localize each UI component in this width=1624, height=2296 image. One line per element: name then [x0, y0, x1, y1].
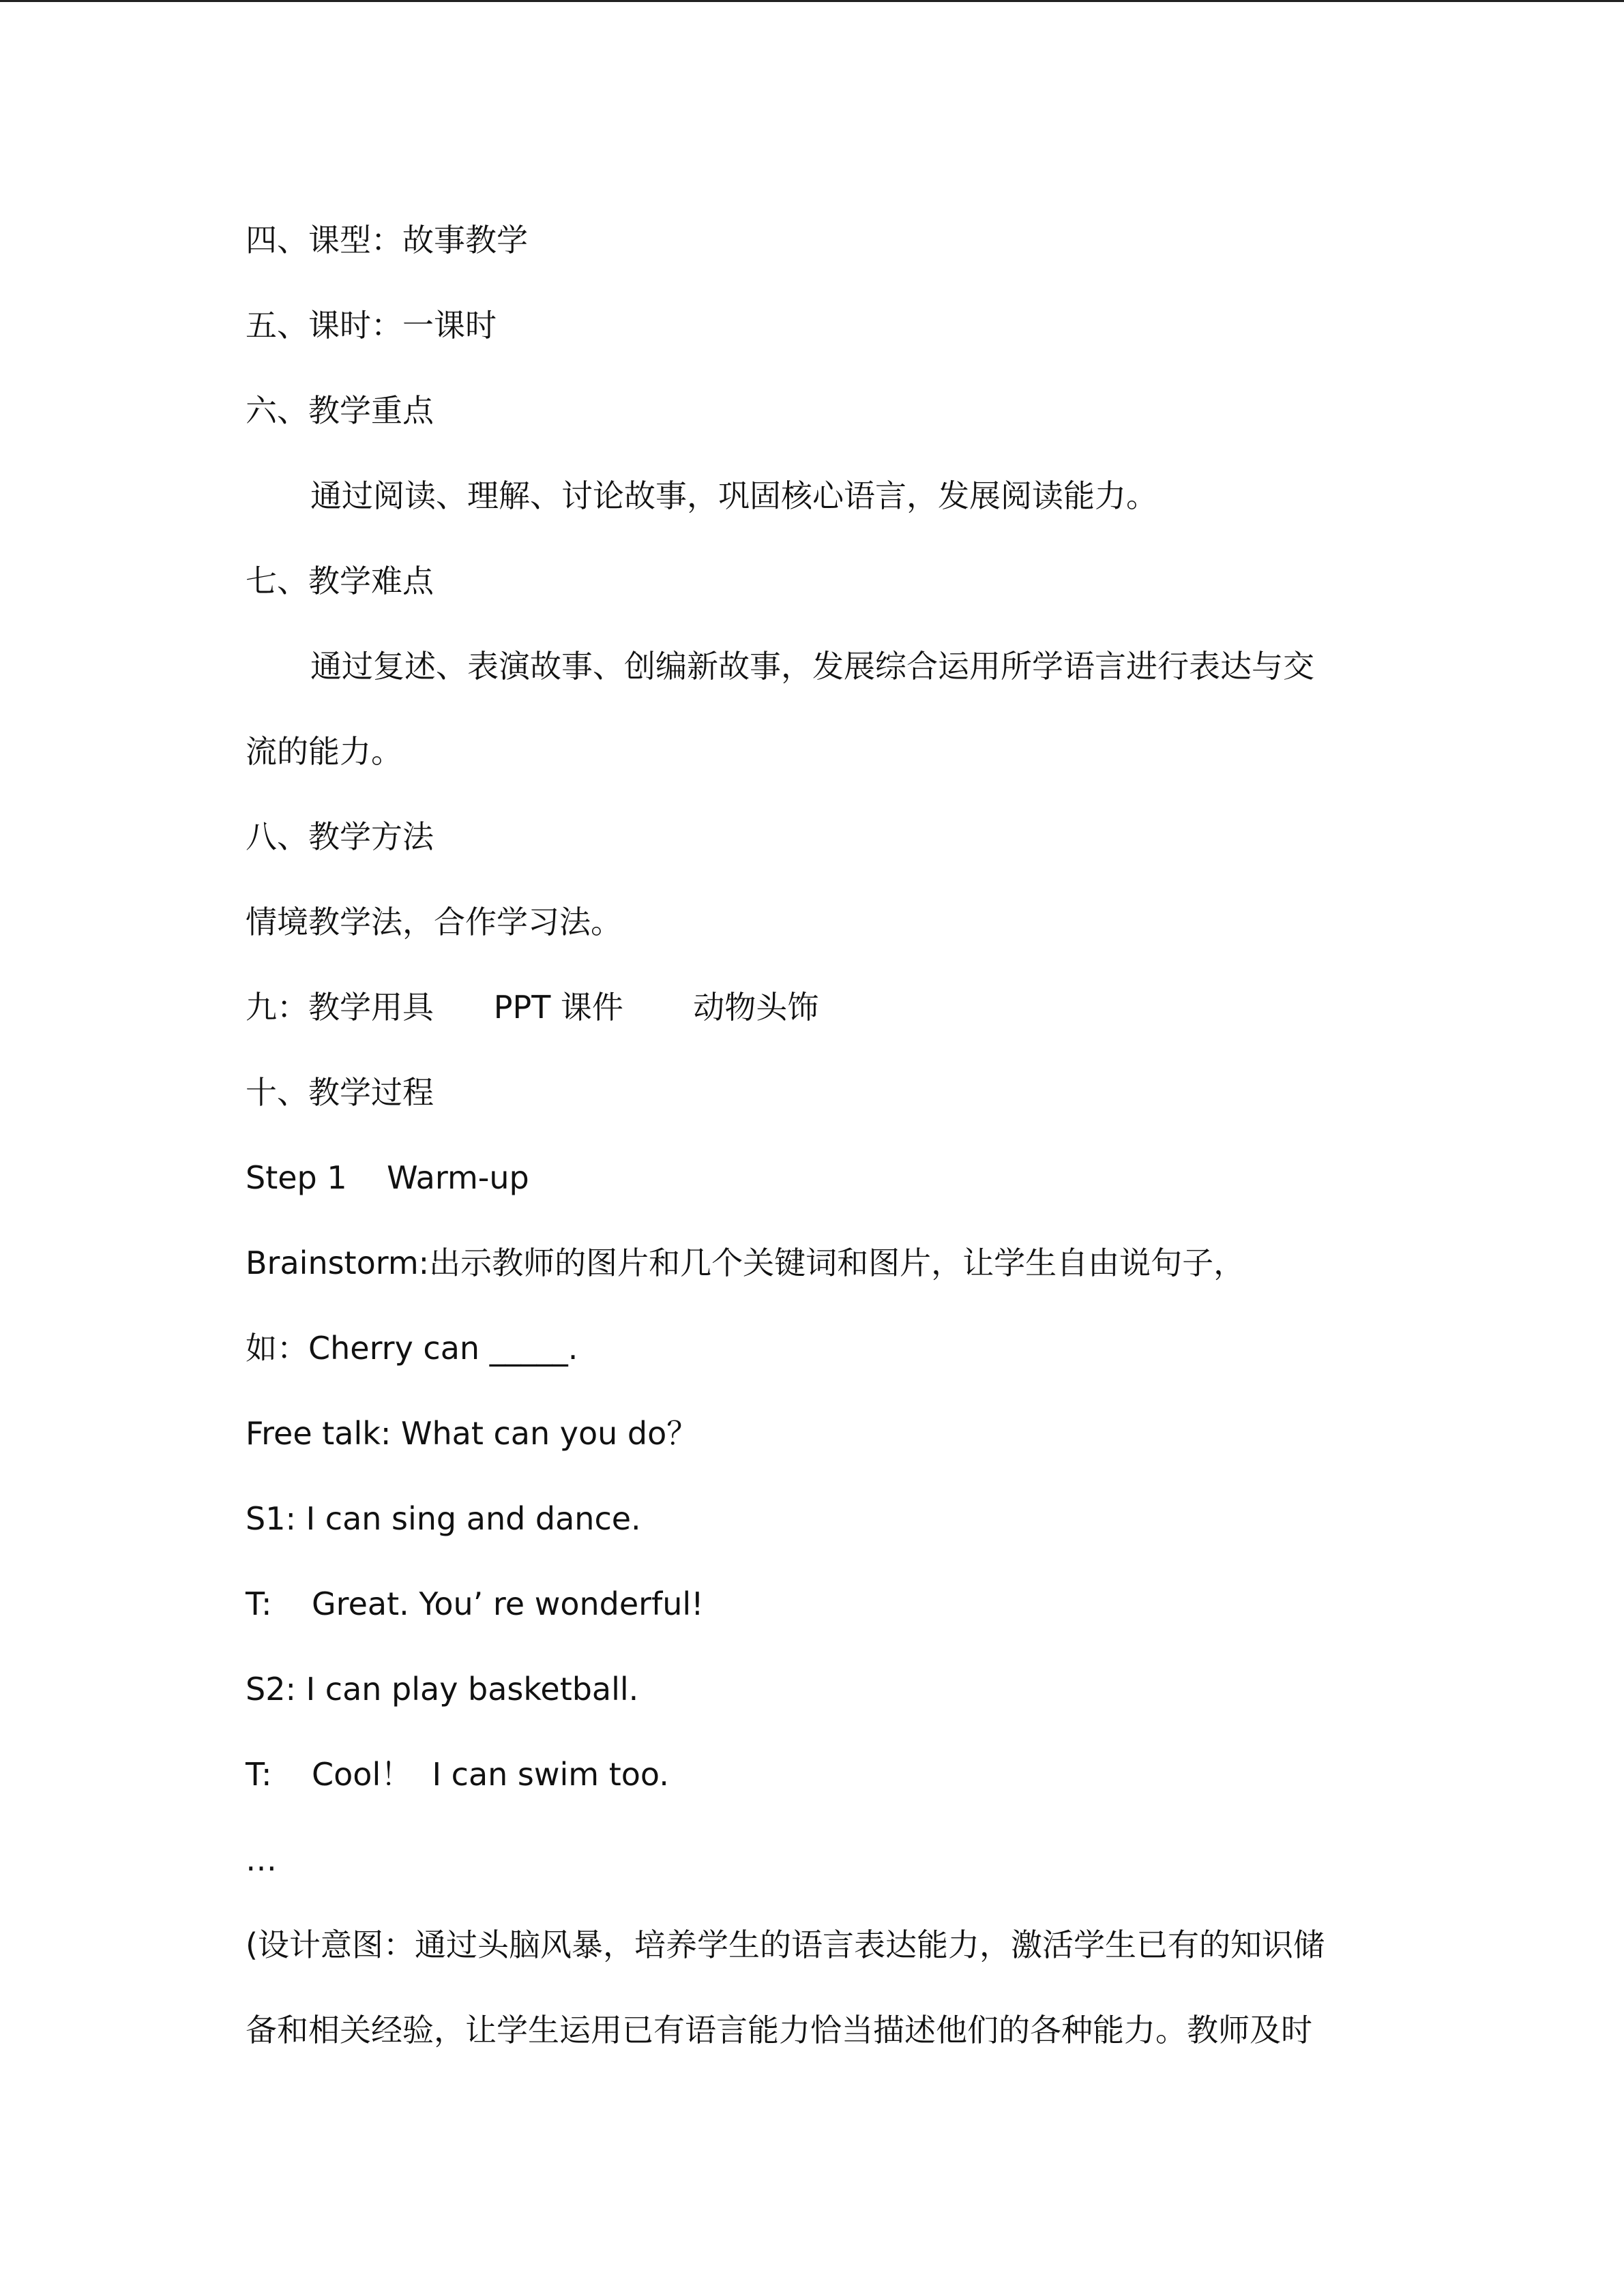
section-lesson-type: 四、课型：故事教学 — [246, 222, 528, 258]
paragraph-teaching-difficulty-continued: 流的能力。 — [246, 733, 402, 770]
paragraph-teaching-method: 情境教学法，合作学习法。 — [246, 904, 622, 940]
section-class-hours: 五、课时：一课时 — [246, 307, 497, 344]
dialogue-line-t2: T: Cool！ I can swim too. — [246, 1756, 669, 1793]
dialogue-line-s1: S1: I can sing and dance. — [246, 1500, 641, 1537]
brainstorm-instruction: Brainstorm:出示教师的图片和几个关键词和图片，让学生自由说句子， — [246, 1244, 1245, 1281]
ellipsis-line: … — [246, 1841, 277, 1878]
heading-teaching-focus: 六、教学重点 — [246, 392, 434, 429]
paragraph-teaching-focus: 通过阅读、理解、讨论故事，巩固核心语言，发展阅读能力。 — [310, 477, 1157, 514]
heading-teaching-method: 八、教学方法 — [246, 818, 434, 855]
section-teaching-aids: 九：教学用具 PPT 课件 动物头饰 — [246, 989, 819, 1026]
paragraph-teaching-difficulty: 通过复述、表演故事、创编新故事，发展综合运用所学语言进行表达与交 — [310, 648, 1314, 685]
step-heading-warm-up: Step 1 Warm-up — [246, 1159, 529, 1196]
free-talk-prompt: Free talk: What can you do？ — [246, 1415, 698, 1452]
design-intent-paragraph: (设计意图：通过头脑风暴，培养学生的语言表达能力，激活学生已有的知识储 — [246, 1926, 1325, 1963]
design-intent-paragraph-continued: 备和相关经验，让学生运用已有语言能力恰当描述他们的各种能力。教师及时 — [246, 2012, 1312, 2048]
dialogue-line-t1: T: Great. You’ re wonderful! — [246, 1585, 704, 1622]
example-sentence: 如：Cherry can _____. — [246, 1330, 578, 1367]
heading-teaching-difficulty: 七、教学难点 — [246, 563, 434, 599]
dialogue-line-s2: S2: I can play basketball. — [246, 1671, 639, 1708]
heading-teaching-process: 十、教学过程 — [246, 1074, 434, 1111]
